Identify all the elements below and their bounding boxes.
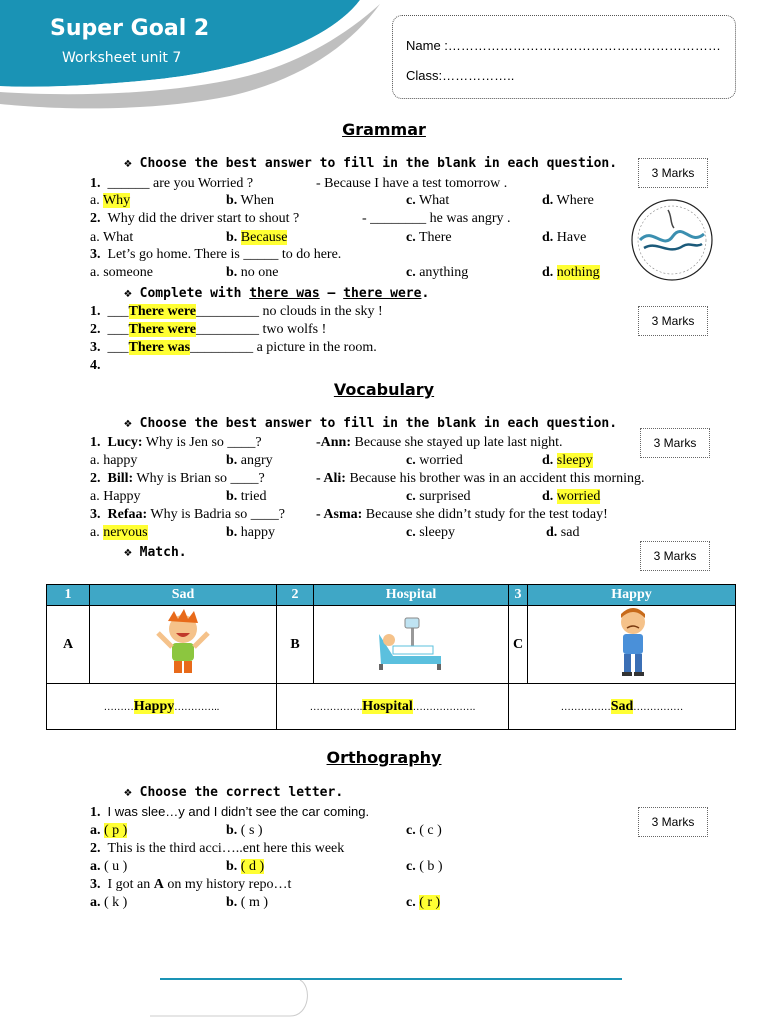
option-a[interactable]: a. Why (90, 193, 131, 208)
grammar-instruction: ❖ Choose the best answer to fill in the blank in each question. (124, 156, 618, 171)
option-c[interactable]: c. ( r ) (406, 895, 441, 910)
option-b[interactable]: b. ( s ) (226, 823, 263, 838)
question-reply: - ________ he was angry . (362, 211, 511, 226)
question-row: 1. Lucy: Why is Jen so ____? (90, 435, 262, 450)
option-a[interactable]: a. ( p ) (90, 823, 128, 838)
worksheet-title: Super Goal 2 (50, 16, 210, 41)
option-a[interactable]: a. nervous (90, 525, 148, 540)
fill-row: 2. ___There were_________ two wolfs ! (90, 322, 327, 337)
bullet-icon: ❖ (124, 545, 132, 560)
marks-badge: 3 Marks (640, 428, 710, 458)
question-row: 2. This is the third acci…..ent here this week (90, 841, 345, 856)
marks-badge: 3 Marks (640, 541, 710, 571)
option-c[interactable]: c. There (406, 230, 452, 245)
option-a[interactable]: a. ( u ) (90, 859, 128, 874)
question-reply: -Ann: Because she stayed up late last night. (316, 435, 563, 450)
fill-row: 4. (90, 358, 101, 373)
match-word: Hospital (314, 585, 509, 606)
option-d[interactable]: d. nothing (542, 265, 600, 280)
option-d[interactable]: d. Where (542, 193, 594, 208)
option-b[interactable]: b. Because (226, 230, 288, 245)
vocabulary-instruction: ❖ Choose the best answer to fill in the blank in each question. (124, 416, 618, 431)
option-b[interactable]: b. no one (226, 265, 279, 280)
option-c[interactable]: c. surprised (406, 489, 471, 504)
option-b[interactable]: b. angry (226, 453, 273, 468)
question-row: 1. ______ are you Worried ? (90, 176, 254, 191)
option-a[interactable]: a. happy (90, 453, 138, 468)
option-a[interactable]: a. someone (90, 265, 153, 280)
vocabulary-heading: Vocabulary (333, 380, 435, 399)
match-number: 3 (509, 585, 528, 606)
question-row: 2. Bill: Why is Brian so ____? (90, 471, 265, 486)
bullet-icon: ❖ (124, 286, 132, 301)
option-b[interactable]: b. ( m ) (226, 895, 269, 910)
orthography-instruction: ❖ Choose the correct letter. (124, 785, 344, 800)
grammar-instruction-2: ❖ Complete with there was – there were. (124, 286, 430, 301)
question-reply: - Asma: Because she didn’t study for the test today! (316, 507, 608, 522)
orthography-heading: Orthography (326, 748, 442, 767)
question-reply: - Ali: Because his brother was in an accident this morning. (316, 471, 645, 486)
option-d[interactable]: d. worried (542, 489, 601, 504)
match-word: Sad (90, 585, 277, 606)
option-d[interactable]: d. Have (542, 230, 587, 245)
bullet-icon: ❖ (124, 156, 132, 171)
match-answer-cell[interactable]: ……………Sad…………… (509, 684, 736, 730)
fill-row: 1. ___There were_________ no clouds in the sky ! (90, 304, 383, 319)
option-c[interactable]: c. sleepy (406, 525, 455, 540)
grammar-heading: Grammar (342, 120, 426, 139)
match-word: Happy (528, 585, 736, 606)
match-letter: B (277, 606, 314, 684)
bullet-icon: ❖ (124, 416, 132, 431)
name-class-box (392, 15, 736, 99)
match-table (46, 584, 736, 730)
match-instruction: ❖ Match. (124, 545, 187, 560)
sad-kid-image (528, 606, 736, 684)
option-c[interactable]: c. ( b ) (406, 859, 443, 874)
option-d[interactable]: d. sad (546, 525, 580, 540)
option-b[interactable]: b. tried (226, 489, 267, 504)
option-c[interactable]: c. anything (406, 265, 469, 280)
option-c[interactable]: c. ( c ) (406, 823, 442, 838)
question-row: 3. Let’s go home. There is _____ to do here. (90, 247, 342, 262)
option-b[interactable]: b. When (226, 193, 274, 208)
match-answer-cell[interactable]: ………Happy………….. (47, 684, 277, 730)
bullet-icon: ❖ (124, 785, 132, 800)
match-letter: C (509, 606, 528, 684)
question-row: 3. I got an A on my history repo…t (90, 877, 292, 892)
marks-badge: 3 Marks (638, 158, 708, 188)
footer-curve (150, 980, 320, 1024)
option-a[interactable]: a. ( k ) (90, 895, 128, 910)
option-b[interactable]: b. ( d ) (226, 859, 265, 874)
happy-kid-image (90, 606, 277, 684)
class-field[interactable]: Class:…………….. (406, 68, 515, 83)
option-c[interactable]: c. What (406, 193, 450, 208)
match-number: 1 (47, 585, 90, 606)
match-answer-cell[interactable]: …………….Hospital………………. (277, 684, 509, 730)
option-c[interactable]: c. worried (406, 453, 463, 468)
marks-badge: 3 Marks (638, 807, 708, 837)
fill-row: 3. ___There was_________ a picture in the room. (90, 340, 377, 355)
question-row: 1. I was slee…y and I didn’t see the car coming. (90, 804, 370, 820)
question-row: 3. Refaa: Why is Badria so ____? (90, 507, 285, 522)
marks-badge: 3 Marks (638, 306, 708, 336)
question-row: 2. Why did the driver start to shout ? (90, 211, 300, 226)
hospital-bed-image (314, 606, 509, 684)
worksheet-subtitle: Worksheet unit 7 (62, 50, 182, 66)
question-reply: - Because I have a test tomorrow . (316, 176, 508, 191)
option-d[interactable]: d. sleepy (542, 453, 593, 468)
name-field[interactable]: Name :……………………………………………………… (406, 38, 721, 53)
match-number: 2 (277, 585, 314, 606)
match-letter: A (47, 606, 90, 684)
option-b[interactable]: b. happy (226, 525, 276, 540)
option-a[interactable]: a. Happy (90, 489, 141, 504)
option-a[interactable]: a. What (90, 230, 134, 245)
stamp-logo (628, 196, 718, 286)
